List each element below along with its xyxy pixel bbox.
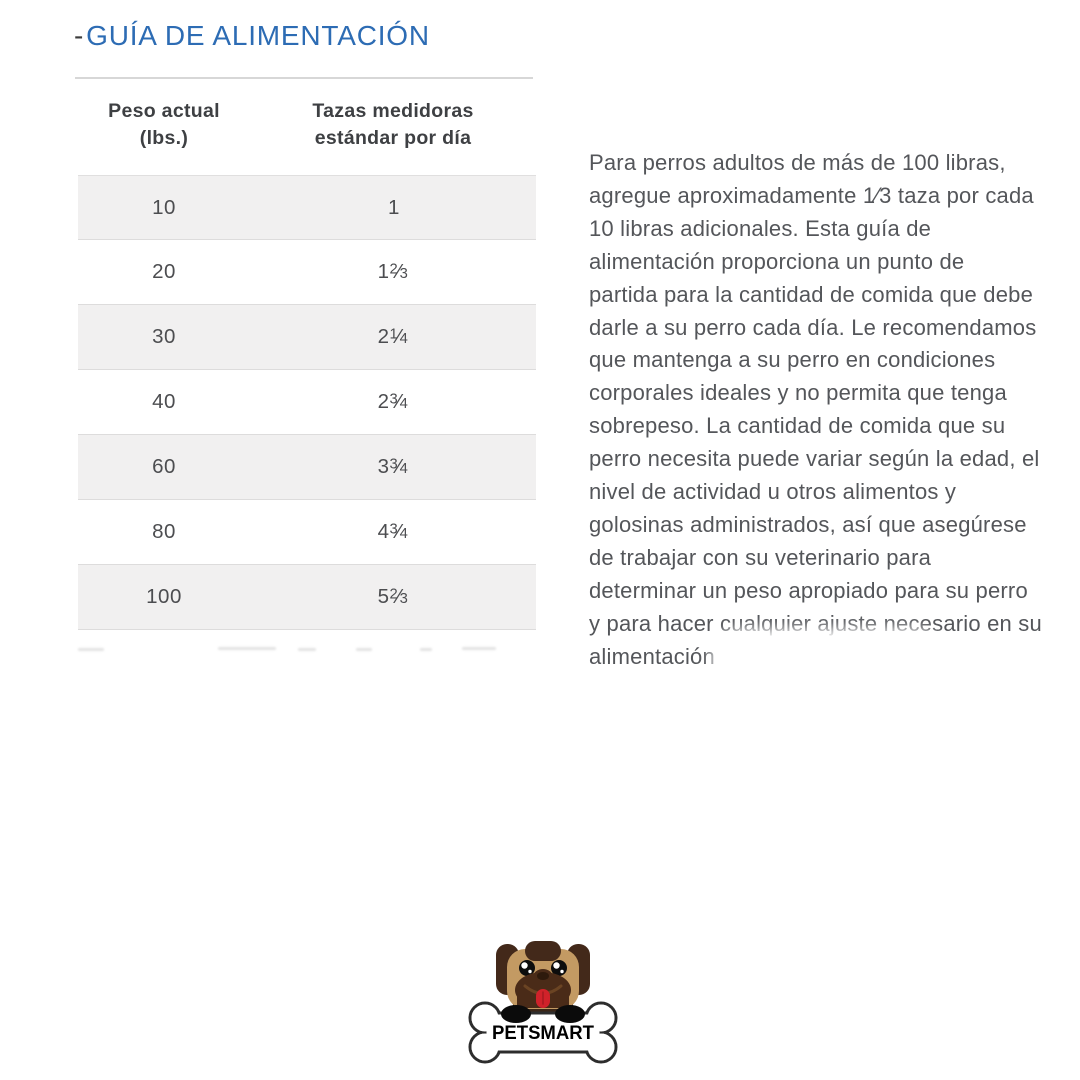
cups-denominator: 4: [399, 526, 409, 542]
paragraph-line: darle a su perro cada día. Le recomendamos: [589, 314, 1037, 340]
column-header-cups-line1: Tazas medidoras: [312, 100, 474, 122]
cups-whole: 2: [377, 390, 390, 413]
paragraph-line: determinar un peso apropiado para su perro: [589, 577, 1028, 603]
cups-denominator: 3: [399, 266, 409, 282]
cups-whole: 1: [377, 260, 390, 283]
table-row: [78, 435, 536, 500]
weight-cell: 100: [146, 585, 182, 608]
cups-denominator: 4: [399, 396, 409, 412]
cups-slash: ⁄: [397, 585, 401, 608]
column-header-cups-line2: estándar por día: [314, 127, 472, 149]
paw-icon: [501, 1005, 531, 1023]
table-row: [78, 240, 536, 305]
weight-cell: 80: [152, 520, 176, 543]
cups-whole: 1: [388, 195, 400, 219]
feeding-table: [78, 90, 536, 630]
table-row: [78, 500, 536, 565]
cups-numerator: 3: [389, 391, 399, 408]
paragraph-line: golosinas administrados, así que asegúrese: [589, 511, 1027, 537]
paragraph-line: y para hacer cualquier ajuste necesario en su: [589, 610, 1042, 636]
fade-overlay: [722, 639, 932, 679]
cups-slash: ⁄: [397, 260, 401, 283]
feeding-description: [589, 147, 1059, 674]
column-header-weight-line2: (lbs.): [139, 127, 189, 149]
cups-whole: 2: [377, 325, 390, 348]
cups-cell: [250, 455, 536, 479]
table-header-row: [78, 90, 536, 175]
collapse-indicator: -: [74, 20, 85, 51]
weight-cell: 60: [152, 455, 176, 478]
weight-cell: 10: [152, 195, 176, 219]
cups-numerator: 1: [389, 326, 399, 343]
paragraph-line: perro necesita puede variar según la edad, el: [589, 446, 1040, 472]
cups-cell: [250, 585, 536, 609]
petsmart-dog-logo-icon: [463, 935, 623, 1070]
table-row: [78, 175, 536, 240]
paw-icon: [555, 1005, 585, 1023]
paragraph-line: 10 libras adicionales. Esta guía de: [589, 215, 932, 241]
paragraph-line: partida para la cantidad de comida que debe: [589, 281, 1034, 307]
paragraph-line: que mantenga a su perro en condiciones: [589, 347, 996, 373]
paragraph-line: alimentación: [589, 643, 715, 669]
cups-denominator: 3: [399, 591, 409, 607]
feeding-guide-section-header[interactable]: [74, 20, 430, 52]
column-header-weight: [78, 98, 250, 175]
cups-slash: ⁄: [397, 455, 401, 478]
cups-numerator: 3: [389, 456, 399, 473]
paragraph-line: sobrepeso. La cantidad de comida que su: [589, 413, 1006, 439]
cups-cell: [250, 520, 536, 544]
paragraph-line: de trabajar con su veterinario para: [589, 544, 932, 570]
cups-denominator: 4: [399, 331, 409, 347]
cups-whole: 4: [377, 520, 390, 543]
cups-cell: [250, 325, 536, 349]
cups-slash: ⁄: [397, 520, 401, 543]
table-row: [78, 370, 536, 435]
column-header-cups: [250, 98, 536, 175]
paragraph-line: agregue aproximadamente 1⁄3 taza por cada: [589, 182, 1034, 208]
column-header-weight-line1: Peso actual: [108, 100, 220, 122]
cups-cell: [250, 196, 536, 220]
table-row: [78, 305, 536, 370]
cups-cell: [250, 260, 536, 284]
cups-whole: 3: [377, 455, 390, 478]
paragraph-line: nivel de actividad u otros alimentos y: [589, 479, 957, 505]
petsmart-logo: [463, 935, 623, 1070]
weight-cell: 30: [152, 325, 176, 348]
cups-numerator: 2: [389, 586, 399, 603]
weight-cell: 20: [152, 260, 176, 283]
table-row: [78, 565, 536, 630]
cups-whole: 5: [377, 585, 390, 608]
paragraph-line: corporales ideales y no permita que tenga: [589, 380, 1007, 406]
paragraph-line: alimentación proporciona un punto de: [589, 248, 965, 274]
weight-cell: 40: [152, 390, 176, 413]
cups-cell: [250, 390, 536, 414]
cups-slash: ⁄: [397, 325, 401, 348]
paragraph-line: Para perros adultos de más de 100 libras,: [589, 150, 1006, 175]
cups-slash: ⁄: [397, 390, 401, 413]
section-title: GUÍA DE ALIMENTACIÓN: [86, 20, 430, 51]
cups-numerator: 3: [389, 521, 399, 538]
cups-numerator: 2: [389, 261, 399, 278]
section-divider: [75, 77, 533, 79]
cups-denominator: 4: [399, 461, 409, 477]
brand-wordmark: PETSMART: [492, 1023, 595, 1044]
